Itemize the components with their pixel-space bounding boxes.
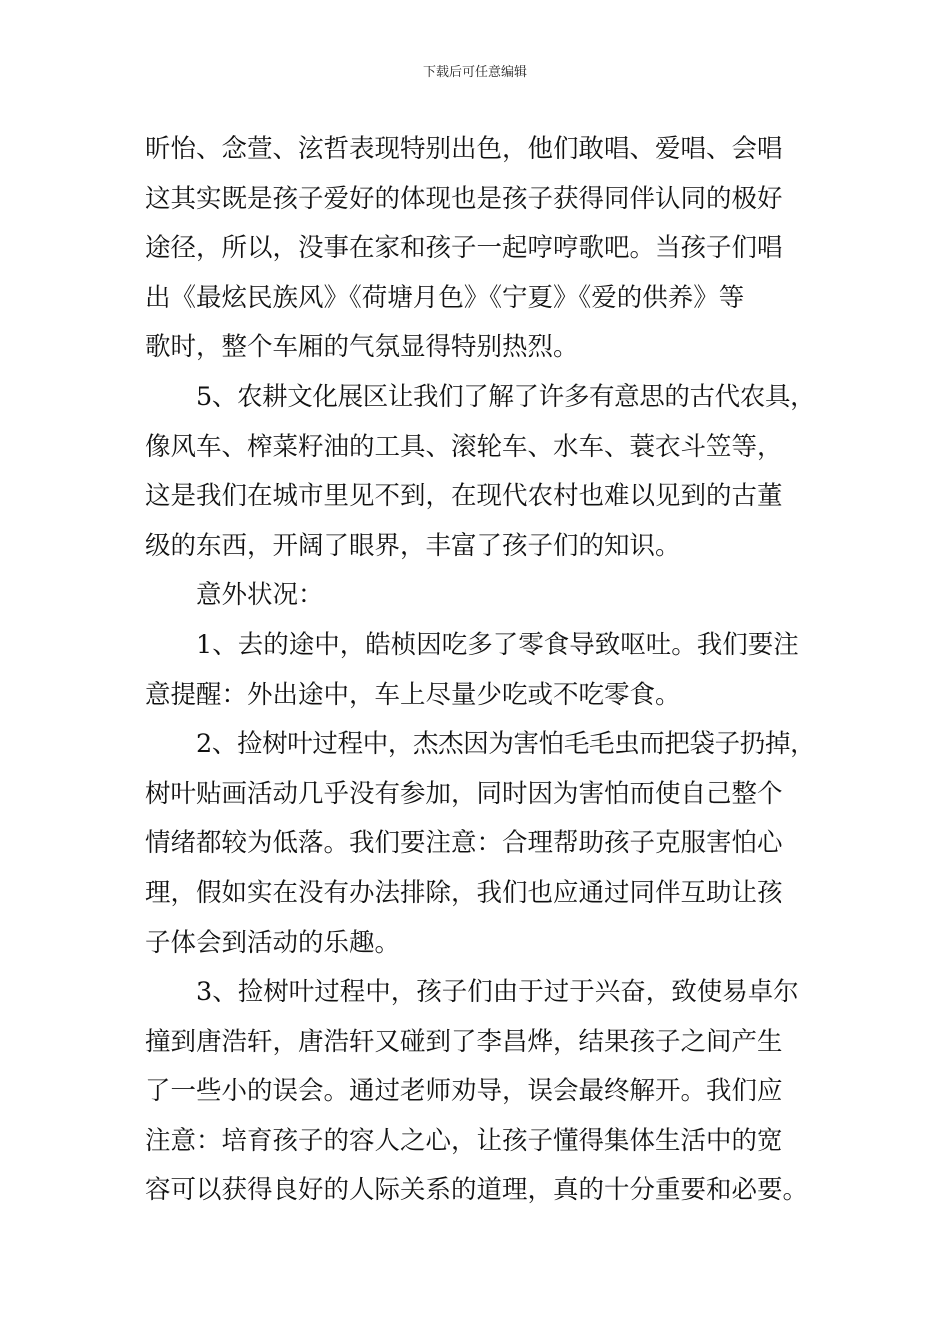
text-line: 像风车、榨菜籽油的工具、滚轮车、水车、蓑衣斗笠等， [145, 431, 783, 462]
text-line: 树叶贴画活动几乎没有参加，同时因为害怕而使自己整个 [145, 778, 783, 809]
text-line: 子体会到活动的乐趣。 [145, 927, 401, 958]
text-line: 情绪都较为低落。我们要注意：合理帮助孩子克服害怕心 [145, 828, 783, 859]
text-line: 容可以获得良好的人际关系的道理，真的十分重要和必要。 [145, 1175, 809, 1206]
body-text [145, 125, 815, 1216]
page-header: 下载后可任意编辑 [422, 65, 527, 80]
text-line: 这其实既是孩子爱好的体现也是孩子获得同伴认同的极好 [145, 183, 783, 214]
text-line: 注意：培育孩子的容人之心，让孩子懂得集体生活中的宽 [145, 1125, 783, 1156]
text-line: 途径，所以，没事在家和孩子一起哼哼歌吧。当孩子们唱 [145, 233, 783, 264]
text-line: 理，假如实在没有办法排除，我们也应通过同伴互助让孩 [145, 877, 783, 908]
text-line: 了一些小的误会。通过老师劝导，误会最终解开。我们应 [145, 1076, 783, 1107]
text-line: 撞到唐浩轩，唐浩轩又碰到了李昌烨，结果孩子之间产生 [145, 1026, 783, 1057]
text-line: 级的东西，开阔了眼界，丰富了孩子们的知识。 [145, 530, 681, 561]
text-line: 歌时，整个车厢的气氛显得特别热烈。 [145, 332, 579, 363]
text-line: 昕怡、念萱、泫哲表现特别出色，他们敢唱、爱唱、会唱 [145, 134, 783, 164]
text-line: 意外状况： [196, 580, 324, 611]
text-line: 1、去的途中，皓桢因吃多了零食导致呕吐。我们要注 [196, 629, 799, 660]
text-line: 出《最炫民族风》《荷塘月色》《宁夏》《爱的供养》等 [145, 282, 745, 313]
text-line: 5、农耕文化展区让我们了解了许多有意思的古代农具， [196, 381, 816, 412]
text-line: 意提醒：外出途中，车上尽量少吃或不吃零食。 [145, 679, 681, 710]
text-line: 这是我们在城市里见不到，在现代农村也难以见到的古董 [145, 481, 783, 512]
text-line: 2、捡树叶过程中，杰杰因为害怕毛毛虫而把袋子扔掉， [196, 729, 816, 760]
text-line: 3、捡树叶过程中，孩子们由于过于兴奋，致使易卓尔 [196, 977, 799, 1008]
